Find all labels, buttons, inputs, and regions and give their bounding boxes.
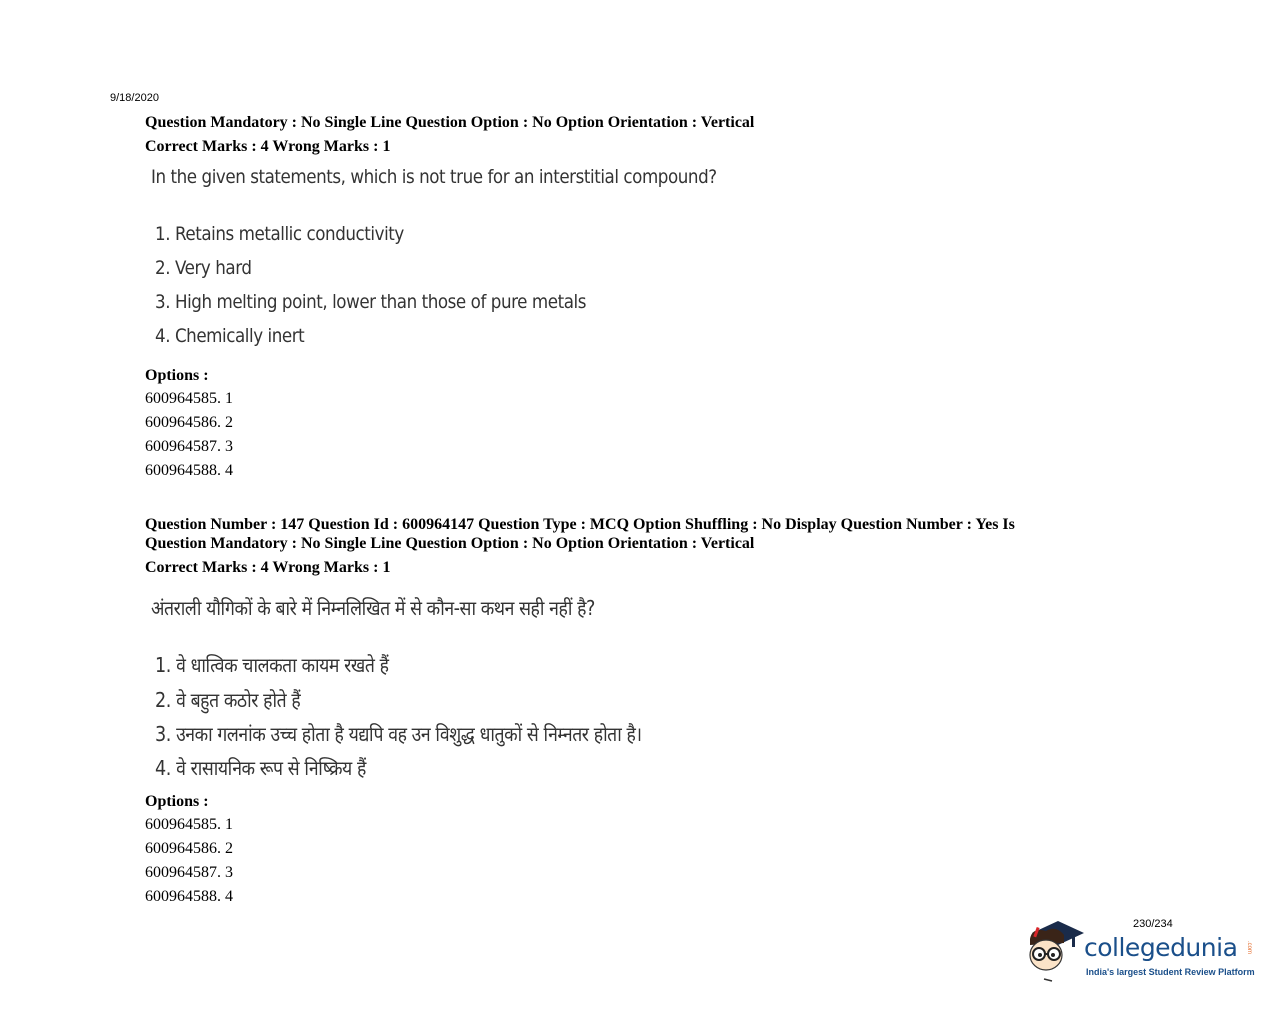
q1-option-4: 600964588. 4	[145, 462, 233, 479]
q2-statement-2: 2. वे बहुत कठोर होते हैं	[155, 688, 301, 712]
q1-statement-3: 3. High melting point, lower than those of pure metals	[155, 291, 586, 313]
q2-option-2: 600964586. 2	[145, 840, 233, 857]
q2-options-label: Options :	[145, 793, 209, 810]
mascot-icon	[1022, 917, 1084, 987]
q1-meta-line1: Question Mandatory : No Single Line Question Option : No Option Orientation : Vertical	[145, 114, 755, 131]
q2-option-1: 600964585. 1	[145, 816, 233, 833]
q1-option-1: 600964585. 1	[145, 390, 233, 407]
q2-meta-line3: Correct Marks : 4 Wrong Marks : 1	[145, 559, 391, 576]
q2-statement-3: 3. उनका गलनांक उच्च होता है यद्यपि वह उन विशुद्ध धातुकों से निम्नतर होता है।	[155, 722, 642, 746]
print-date: 9/18/2020	[110, 92, 159, 104]
q2-statement-1: 1. वे धात्विक चालकता कायम रखते हैं	[155, 653, 389, 677]
q1-statement-1: 1. Retains metallic conductivity	[155, 223, 404, 245]
q2-meta-line2: Question Mandatory : No Single Line Question Option : No Option Orientation : Vertical	[145, 535, 755, 552]
logo-tagline: India's largest Student Review Platform	[1086, 967, 1255, 977]
q2-question-text: अंतराली यौगिकों के बारे में निम्नलिखित में से कौन-सा कथन सही नहीं है?	[151, 596, 595, 620]
q2-option-4: 600964588. 4	[145, 888, 233, 905]
q1-meta-line2: Correct Marks : 4 Wrong Marks : 1	[145, 138, 391, 155]
logo-wordmark: collegedunia	[1084, 933, 1238, 962]
collegedunia-logo	[1022, 915, 1262, 995]
logo-suffix: .com	[1246, 941, 1252, 955]
q1-option-3: 600964587. 3	[145, 438, 233, 455]
q2-option-3: 600964587. 3	[145, 864, 233, 881]
q1-statement-4: 4. Chemically inert	[155, 325, 305, 347]
q2-statement-4: 4. वे रासायनिक रूप से निष्क्रिय हैं	[155, 756, 366, 780]
q1-question-text: In the given statements, which is not true for an interstitial compound?	[151, 166, 717, 188]
page-number: 230/234	[1133, 918, 1173, 930]
q1-statement-2: 2. Very hard	[155, 257, 252, 279]
q2-meta-line1: Question Number : 147 Question Id : 600964147 Question Type : MCQ Option Shuffling : No Display Question Number : Yes Is	[145, 516, 1015, 533]
q1-options-label: Options :	[145, 367, 209, 384]
q1-option-2: 600964586. 2	[145, 414, 233, 431]
